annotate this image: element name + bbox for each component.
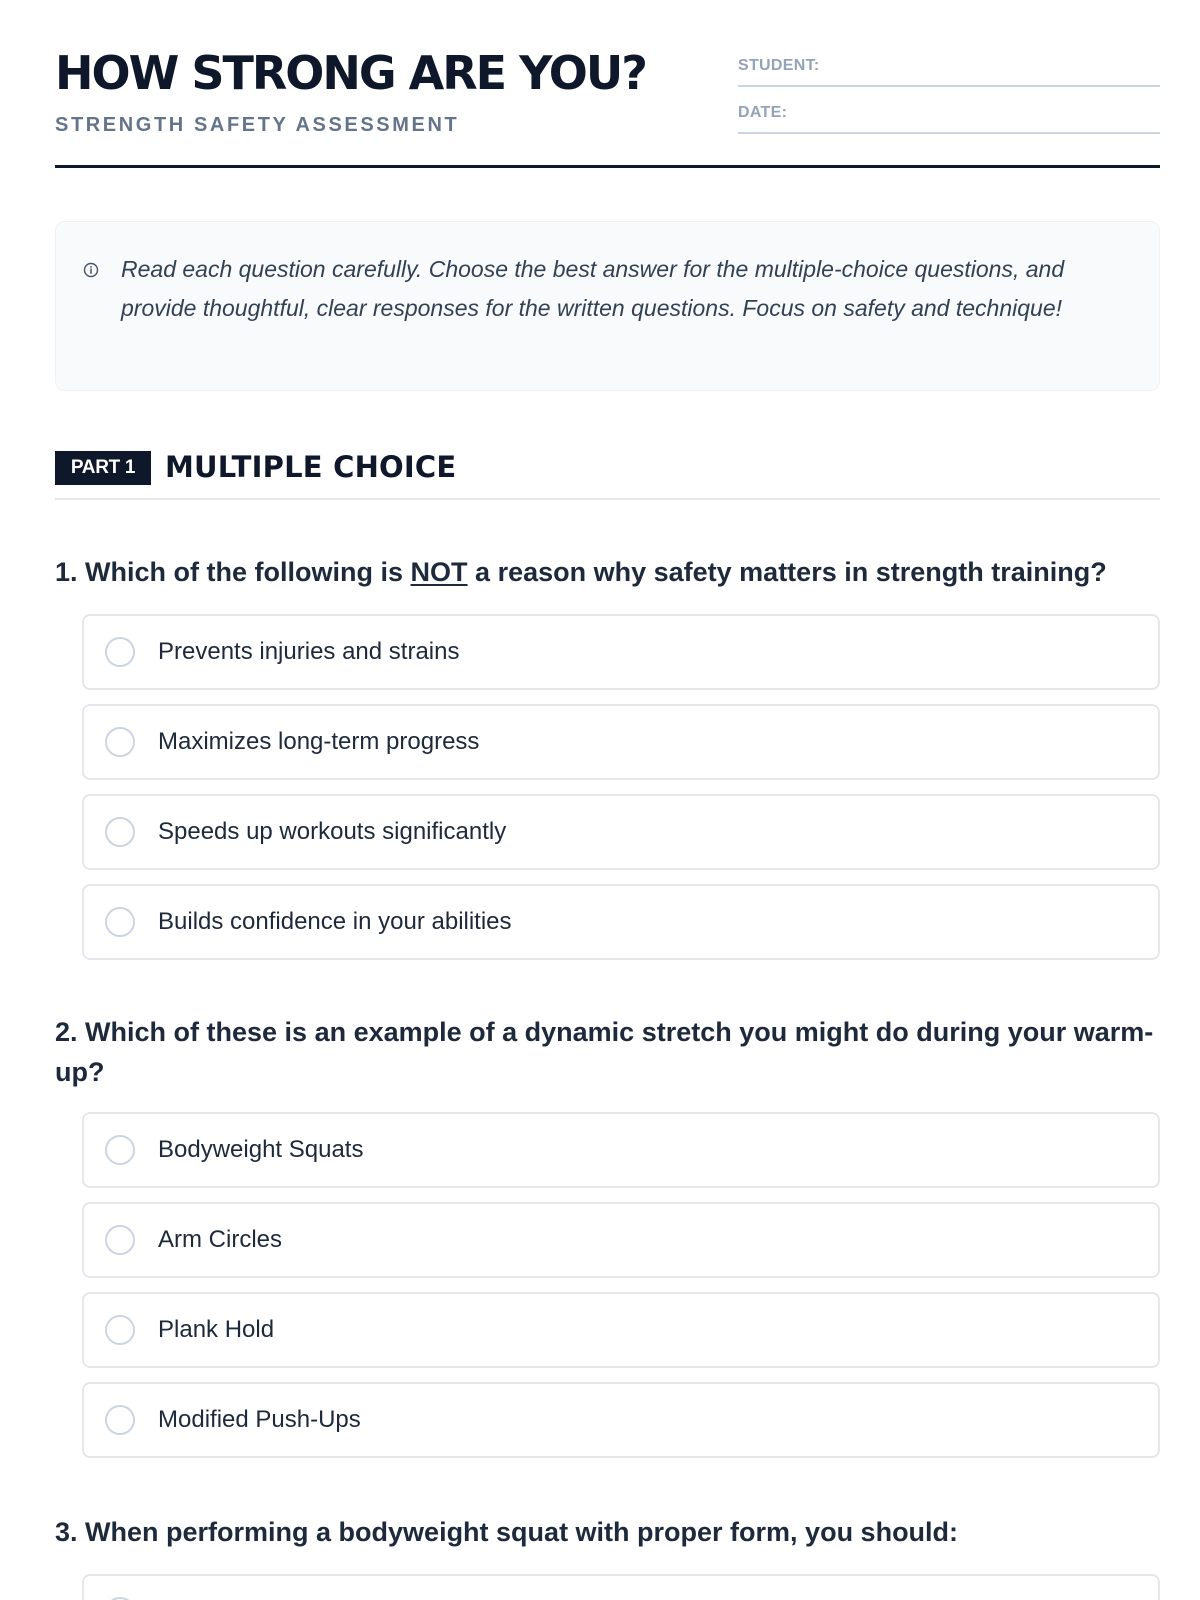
answer-option[interactable]	[82, 1292, 1160, 1368]
student-label: STUDENT:	[738, 57, 820, 74]
page-title: HOW STRONG ARE YOU?	[55, 46, 646, 100]
question-text-after: a reason why safety matters in strength training?	[475, 557, 1107, 587]
radio-button[interactable]	[105, 1135, 135, 1165]
instructions-box	[55, 221, 1160, 391]
assessment-page	[55, 0, 1160, 1547]
option-label: Modified Push-Ups	[158, 1406, 361, 1433]
question-emphasis: NOT	[410, 557, 468, 587]
question-2-text	[55, 1012, 1155, 1092]
answer-option[interactable]	[82, 794, 1160, 870]
option-label: Plank Hold	[158, 1316, 275, 1343]
date-field[interactable]	[738, 104, 1160, 134]
option-label: Prevents injuries and strains	[158, 638, 460, 665]
question-number: 2.	[55, 1017, 78, 1047]
answer-option[interactable]	[82, 1574, 1160, 1600]
radio-button[interactable]	[105, 637, 135, 667]
part-badge: PART 1	[55, 451, 151, 485]
radio-button[interactable]	[105, 817, 135, 847]
header	[55, 0, 1160, 168]
section-title: MULTIPLE CHOICE	[165, 450, 457, 484]
radio-button[interactable]	[105, 1405, 135, 1435]
answer-option[interactable]	[82, 614, 1160, 690]
answer-option[interactable]	[82, 704, 1160, 780]
question-3-text	[55, 1512, 1155, 1552]
radio-button[interactable]	[105, 1225, 135, 1255]
question-1-text	[55, 552, 1155, 592]
student-field[interactable]	[738, 57, 1160, 87]
date-label: DATE:	[738, 104, 788, 121]
question-text-before: Which of the following is	[85, 557, 404, 587]
question-text: Which of these is an example of a dynamic stretch you might do during your warm-up?	[55, 1017, 1154, 1087]
option-label: Arm Circles	[158, 1226, 282, 1253]
instructions-text: Read each question carefully. Choose the best answer for the multiple-choice questions, and provide thoughtful, clear responses for the written questions. Focus on safety and technique!	[121, 256, 1065, 321]
option-label: Speeds up workouts significantly	[158, 818, 507, 845]
answer-option[interactable]	[82, 1112, 1160, 1188]
answer-option[interactable]	[82, 1382, 1160, 1458]
radio-button[interactable]	[105, 1315, 135, 1345]
page-subtitle: STRENGTH SAFETY ASSESSMENT	[55, 114, 460, 136]
option-label: Bodyweight Squats	[158, 1136, 364, 1163]
question-text: When performing a bodyweight squat with proper form, you should:	[85, 1517, 959, 1547]
radio-button[interactable]	[105, 727, 135, 757]
option-label: Builds confidence in your abilities	[158, 908, 512, 935]
radio-button[interactable]	[105, 907, 135, 937]
question-number: 3.	[55, 1517, 78, 1547]
answer-option[interactable]	[82, 1202, 1160, 1278]
question-number: 1.	[55, 557, 78, 587]
section-header-part-1	[55, 448, 1160, 500]
info-icon	[83, 262, 99, 278]
answer-option[interactable]	[82, 884, 1160, 960]
option-label: Maximizes long-term progress	[158, 728, 480, 755]
question-3	[55, 1512, 1160, 1600]
